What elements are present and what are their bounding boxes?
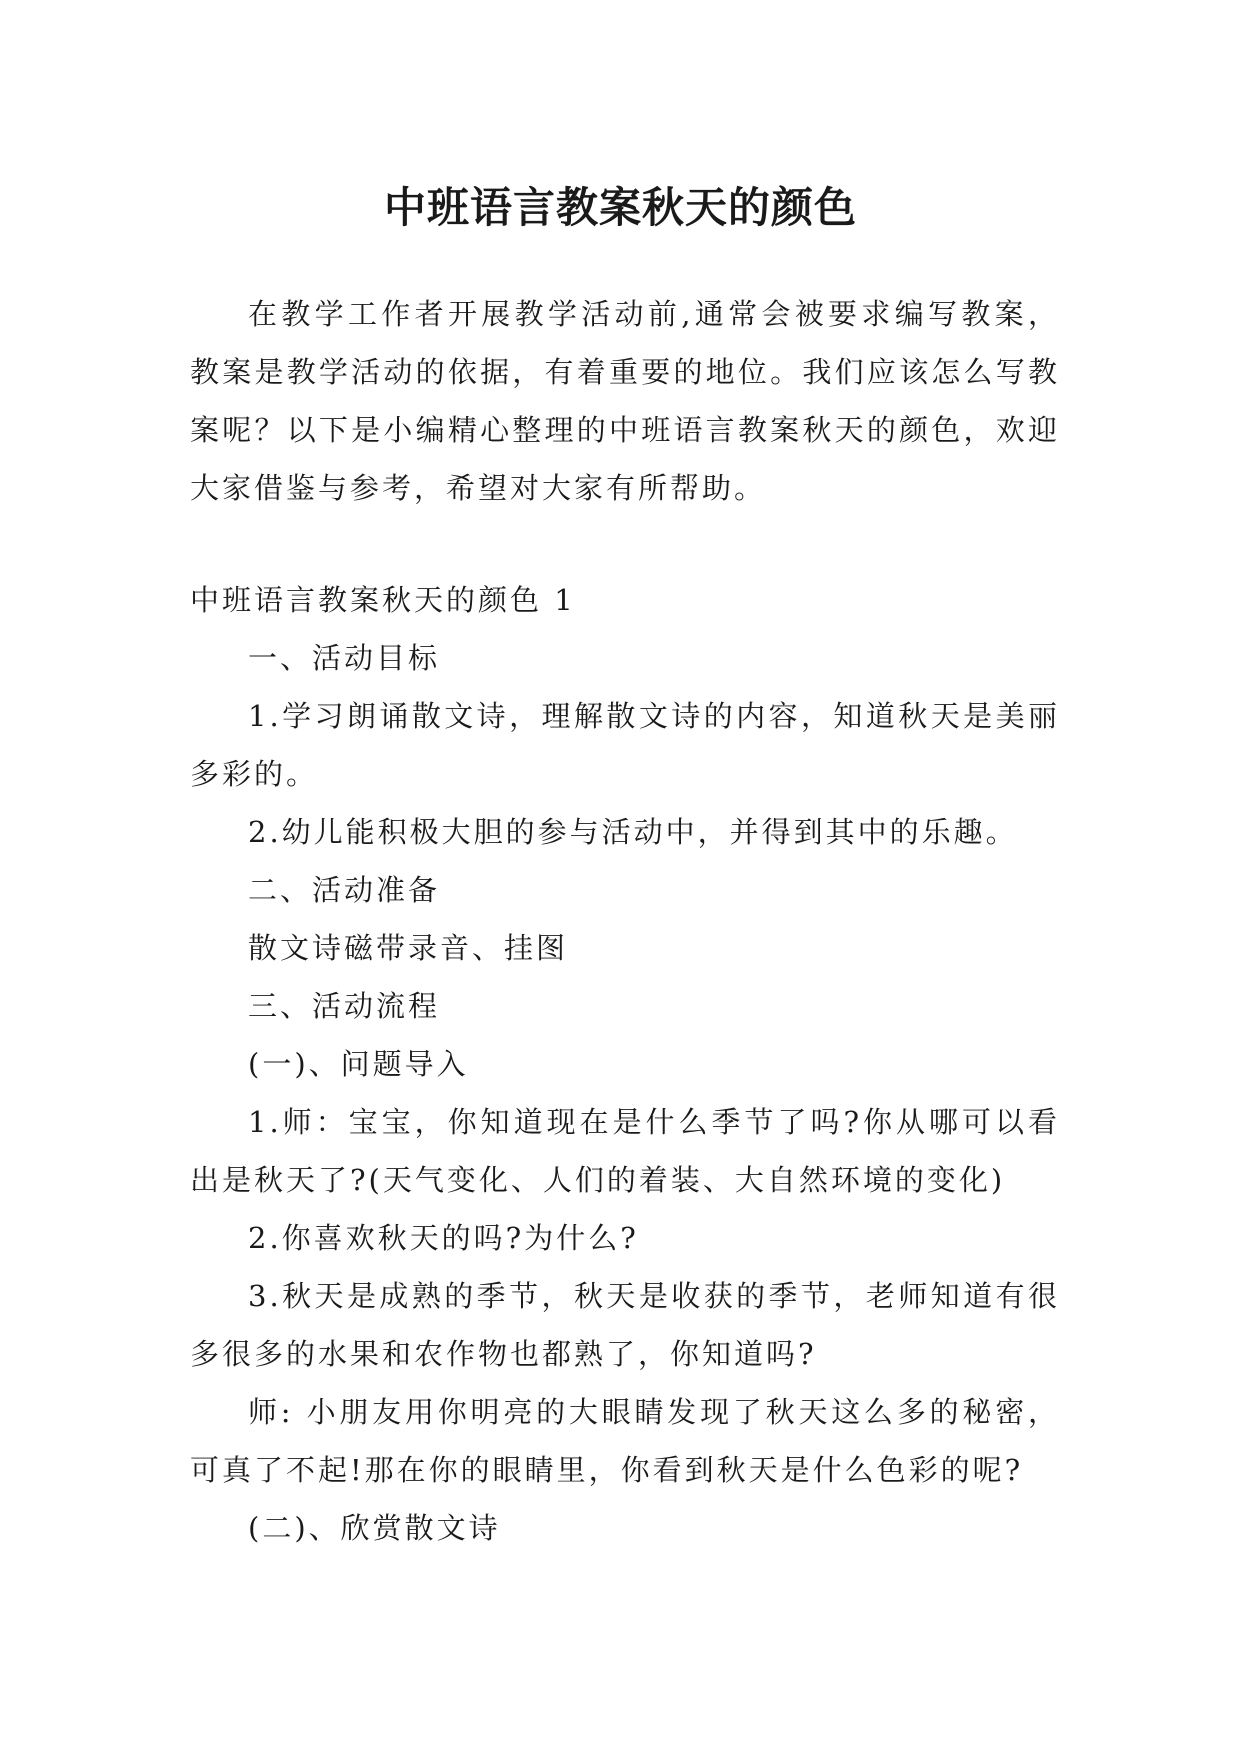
process-item: 师: 小朋友用你明亮的大眼睛发现了秋天这么多的秘密，可真了不起!那在你的眼睛里，你看到秋天是什么色彩的呢? xyxy=(190,1395,1060,1487)
intro-paragraph: 在教学工作者开展教学活动前,通常会被要求编写教案，教案是教学活动的依据，有着重要的地位。我们应该怎么写教案呢？以下是小编精心整理的中班语言教案秋天的颜色，欢迎大家借鉴与参考，希望对大家有所帮助。 xyxy=(190,297,1060,505)
objective-item: 2.幼儿能积极大胆的参与活动中，并得到其中的乐趣。 xyxy=(248,815,1018,849)
process-item: 1.师：宝宝，你知道现在是什么季节了吗?你从哪可以看出是秋天了?(天气变化、人们的着装、大自然环境的变化) xyxy=(190,1105,1060,1197)
document-body xyxy=(190,285,1060,1557)
heading-process: 三、活动流程 xyxy=(248,989,441,1023)
section-heading: 中班语言教案秋天的颜色 1 xyxy=(190,583,576,617)
lesson-content xyxy=(190,629,1060,1557)
document-title: 中班语言教案秋天的颜色 xyxy=(383,183,857,233)
heading-preparation: 二、活动准备 xyxy=(248,873,441,907)
subheading-intro-questions: (一)、问题导入 xyxy=(248,1047,469,1081)
process-item: 3.秋天是成熟的季节，秋天是收获的季节，老师知道有很多很多的水果和农作物也都熟了，你知道吗? xyxy=(190,1279,1060,1371)
subheading-appreciate-poem: (二)、欣赏散文诗 xyxy=(248,1511,501,1545)
heading-objectives: 一、活动目标 xyxy=(248,641,441,675)
preparation-item: 散文诗磁带录音、挂图 xyxy=(248,931,569,965)
intro-section xyxy=(190,285,1060,517)
process-item: 2.你喜欢秋天的吗?为什么? xyxy=(248,1221,639,1255)
objective-item: 1.学习朗诵散文诗，理解散文诗的内容，知道秋天是美丽多彩的。 xyxy=(190,699,1060,791)
